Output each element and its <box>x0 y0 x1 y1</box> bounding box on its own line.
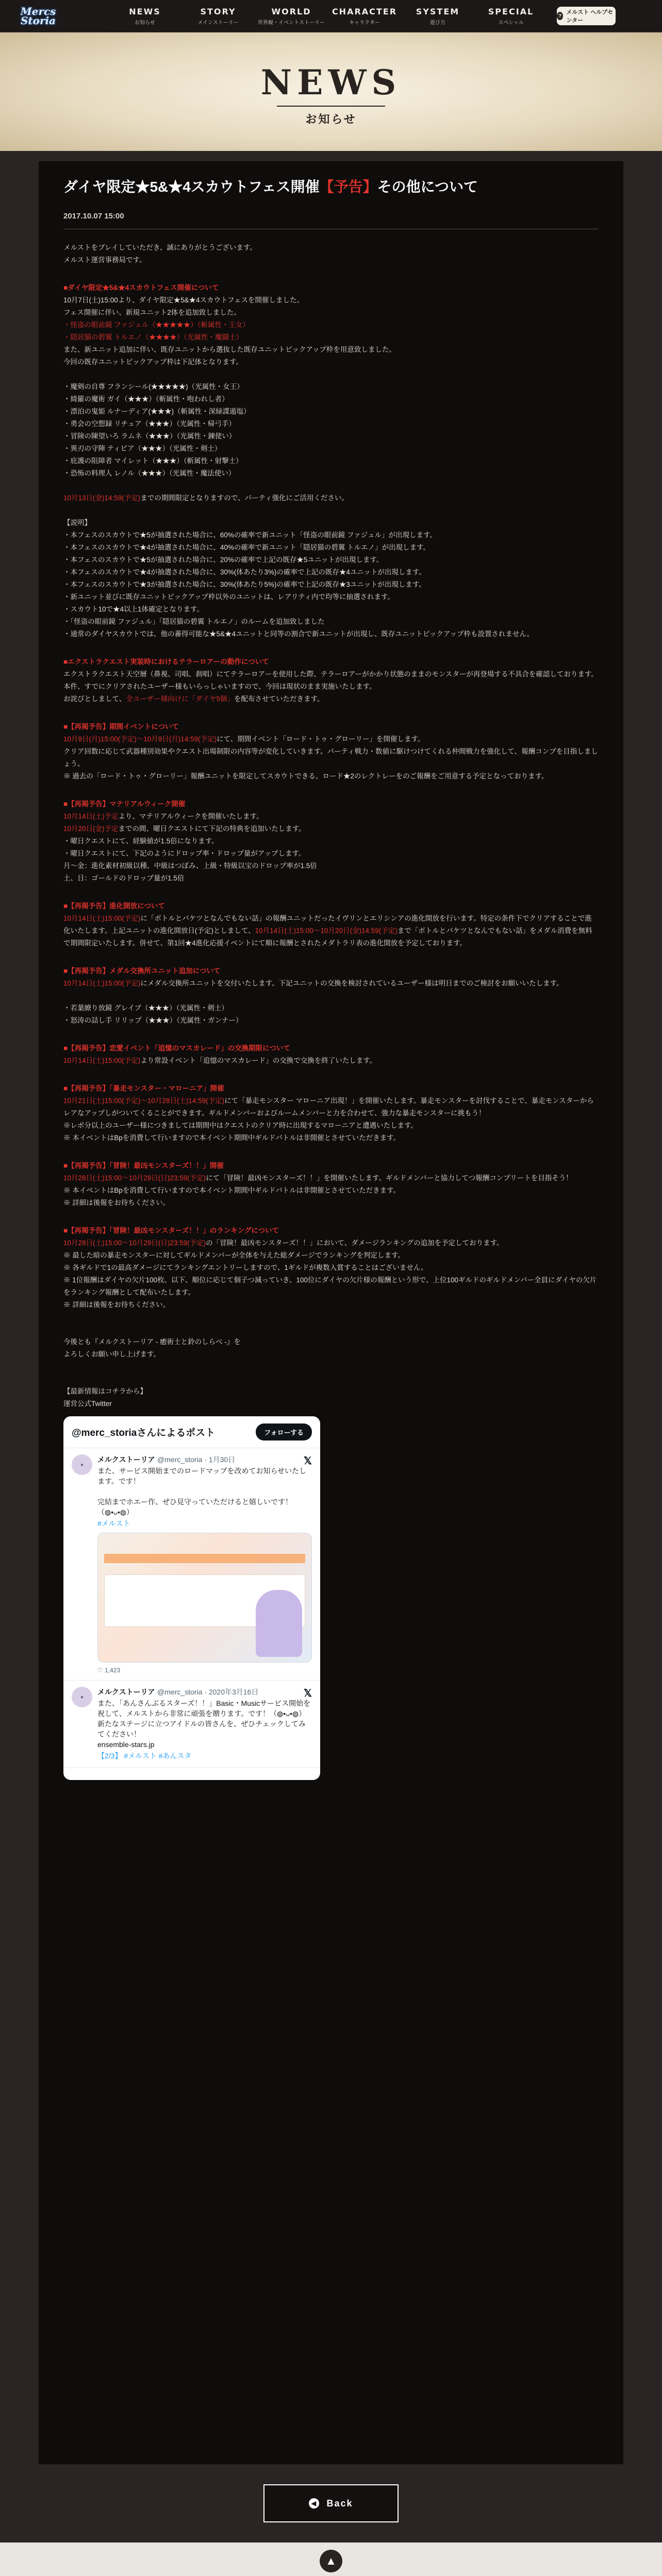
note-line: ・通常のダイヤスカウトでは、他の蕃得可能な★5&★4ユニットと同等の割合で新ユニットが出現し、既存ユニットピックアップ枠も設置されません。 <box>63 630 534 638</box>
period-line <box>63 492 599 504</box>
tweet-hashtag[interactable]: #メルスト <box>97 1519 130 1528</box>
pickup-unit-line: ・綺羅の魔術 ガイ（★★★）（斬属性・咆われし者） <box>63 395 229 403</box>
period-line <box>63 977 599 990</box>
article-title <box>63 177 599 197</box>
note-line: ・本フェスのスカウトで★3が抽選された場合に、30%(体あたり5%)の確率で上記の既存★3ユニットが出現します。 <box>63 581 426 588</box>
period-date: 10月14日(土)15:00(予定) <box>63 1057 141 1064</box>
body-line: ※ 各ギルドで1の最高ダメージにてランキングエントリーしますので、1ギルドが複数入賞することはございません。 <box>63 1264 428 1272</box>
pickup-unit-line: ・恐怖の料理人 レノル（★★★）（光属性・魔法使い） <box>63 469 236 477</box>
nav-story-label: STORY <box>200 6 236 16</box>
nav-news-sublabel: お知らせ <box>135 20 155 26</box>
body-line: 月〜金：進化素材初級以種、中級はつぼみ、上級・特級以宝のドロップ率が1.5倍 <box>63 862 317 870</box>
nav-character-label: CHARACTER <box>332 6 398 16</box>
pickup-unit-line: ・漂泊の鬼姫 ルナーディア(★★★)（斬属性・深緑諜遁塩） <box>63 408 251 415</box>
note-line: ・本フェスのスカウトで★4が抽選された場合に、30%(体あたり3%)の確率で上記の既存★4ユニットが出現します。 <box>63 568 426 576</box>
nav-story-sublabel: メインストーリー <box>197 20 239 26</box>
period-text: にメダル交換所ユニットを交付いたします。下記ユニットの交換を検討されているユーザー様は明日までのご検討をお願いいたします。 <box>140 979 564 987</box>
top-navigation <box>0 0 662 32</box>
period-date: 10月28日(土)15:00〜10月29日(日)23:59(予定) <box>63 1174 206 1182</box>
section-heading: ■【再掲予告】メダル交換所ユニット追加について <box>63 967 221 975</box>
page-top-arrow-icon[interactable]: ▲ <box>320 2550 342 2572</box>
help-center-label: メルスト ヘルプセンター <box>566 9 614 24</box>
nav-character-sublabel: キャラクター <box>349 20 380 26</box>
title-main: ダイヤ限定★5&★4スカウトフェス開催 <box>63 179 320 195</box>
period-date: 10月9日(月)15:00(予定)〜10月9日(月)14:59(予定) <box>63 735 217 743</box>
section-heading: ■エクストラクエスト実装時におけるテラーロアーの動作について <box>63 658 269 666</box>
nav-special-label: SPECIAL <box>488 6 534 16</box>
tweet-author-name[interactable]: メルクストーリア <box>97 1688 155 1696</box>
period-line <box>63 810 599 823</box>
help-center-button[interactable] <box>557 7 616 25</box>
period-date: 10月20日(金)予定 <box>63 825 119 833</box>
tweet-author <box>97 1687 312 1697</box>
body-text: まで「ボトルとバケツとなんでもない話」をメダル消費を無料で期間限定いたします。併せて、第1回★4進化応援イベントにて順に報酬とされたメダトラリ表の進化開放を予定しております。 <box>63 927 592 947</box>
help-icon: ? <box>557 12 563 20</box>
note-line: ・「怪盗の眼前鏡 ファジュル」「隠居猫の碧翼 トルエノ」のルームを追加致しました <box>63 618 325 625</box>
period-text: にて、期間イベント「ロード・トゥ・グローリー」を開催します。 <box>217 735 425 743</box>
apology-line <box>63 693 599 705</box>
tweet-hashtag[interactable]: 【2/3】 #メルスト #あんスタ <box>97 1752 192 1760</box>
hero-subtitle: お知らせ <box>305 113 357 126</box>
new-unit-line: ・隠居猫の碧翼 トルエノ（★★★★）（光属性・魔闘士） <box>63 333 243 341</box>
body-line: フェス開催に伴い、新規ユニット2体を追加致しました。 <box>63 309 241 316</box>
tweet-author-name[interactable]: メルクストーリア <box>97 1455 155 1464</box>
back-button[interactable] <box>263 2484 399 2522</box>
pickup-unit-line: ・異刃の守陣 ティピア（★★★）（光属性・剣士） <box>63 445 222 452</box>
closing-line: よろしくお願い申し上げます。 <box>63 1350 160 1358</box>
nav-character[interactable] <box>328 7 401 26</box>
period-text: までの期間限定となりますので、パーティ強化にご活用ください。 <box>140 494 349 502</box>
period-date: 10月14日(土)予定 <box>63 812 119 820</box>
page-hero <box>0 32 662 154</box>
follow-button[interactable]: フォローする <box>256 1423 312 1440</box>
note-line: ・スカウト10で★4以上1体確定となります。 <box>63 605 204 613</box>
body-line: 土、日：ゴールドのドロップ量が1.5倍 <box>63 874 185 882</box>
article-wrapper <box>0 154 662 2464</box>
period-date: 10月28日(土)15:00〜10月29日(日)23:59(予定) <box>63 1239 206 1247</box>
nav-special-sublabel: スペシャル <box>498 20 524 26</box>
page-top-area <box>0 2543 662 2576</box>
back-area <box>0 2464 662 2543</box>
nav-world-sublabel: 世界観・イベントストーリー <box>258 20 325 26</box>
period-date: 10月14日(土)15:00(予定) <box>63 979 141 987</box>
nav-world-label: WORLD <box>271 6 311 16</box>
body-paragraph <box>63 1172 599 1184</box>
closing-line: 今後とも『メルクストーリア - 癒術士と鈴のしらべ -』を <box>63 1338 241 1346</box>
body-paragraph <box>63 1095 599 1120</box>
pickup-unit-line: ・勇会の空想録 リチュア（★★★）（光属性・帰弓手） <box>63 420 236 428</box>
official-twitter-label[interactable]: 運営公式Twitter <box>63 1400 112 1408</box>
news-article <box>39 161 623 2464</box>
period-line <box>63 823 599 835</box>
body-line: ※ 詳細は後報をお待ちください。 <box>63 1199 170 1207</box>
nav-special[interactable] <box>474 7 548 26</box>
body-line: 今回の既存ユニットピックアップ枠は下記体となります。 <box>63 358 243 366</box>
body-text: の「冒険！最凶モンスターズ！！」において、ダメージランキングの追加を予定しております。 <box>206 1239 504 1247</box>
character-illustration <box>256 1590 302 1657</box>
tweet-handle[interactable]: @merc_storia · 1月30日 <box>157 1455 236 1464</box>
section-heading: ■【再掲予告】マテリアルウィーク開催 <box>63 800 186 808</box>
tweet[interactable] <box>63 1681 320 1768</box>
body-line: ・曜日クエストにて、経験値が1.5倍になります。 <box>63 837 219 845</box>
body-line: ※ 1位報酬はダイヤの欠片100枚、以下、順位に応じて個子つ減っていき、100位にダイヤの欠片様の報酬という形で、上位100ギルドのギルドメンバー全員にダイヤの欠片をランキング報酬として配布いたします。 <box>63 1276 597 1296</box>
x-logo-icon[interactable]: 𝕏 <box>303 1688 312 1699</box>
pickup-unit-line: ・魔剣の自尊 フランシール(★★★★★)（光属性・女王） <box>63 383 244 391</box>
tweet-text: また、「あんさんぶるスターズ！！」Basic・Musicサービス開始を祝して、メルストから非常に頑張を贈ります。です！（◍•ᴗ•◍） 新たなステージに立つアイドルの皆さんを、ぜひチェックしてみてください！ ensemble-stars.jp <box>97 1699 311 1749</box>
body-line: クリア回数に応じて武器種別効果やクエスト出場制限の内容等が変化していきます。パーティ戦力・数値に駆けつけてくれる仲間戦力を強化して、報酬コンプを目指しましょう。 <box>63 748 598 768</box>
new-unit-line: ・怪盗の眼前鏡 ファジュル（★★★★★）（斬属性・王女） <box>63 321 250 329</box>
body-line: ※ 本イベントはBpを消費して行いますので本イベント期間中ギルドバトルは非開催とさせていただきます。 <box>63 1134 401 1142</box>
body-text: にて「冒険！最凶モンスターズ！！」を開催いたします。ギルドメンバーと協力してつ報酬コンプリートを目指そう！ <box>206 1174 573 1182</box>
section-heading: ■【再掲予告】「冒険！最凶モンスターズ！！」のランキングについて <box>63 1227 279 1234</box>
body-line: ※ 本イベントはBpを消費して行いますので本イベント期間中ギルドバトルは非開催とさせていただきます。 <box>63 1187 401 1194</box>
period-date: 10月13日(金)14:59(予定) <box>63 494 141 502</box>
body-line: 本件、すでにクリアされたユーザー様もいらっしゃいますので、今回は現状のまま実施いたします。 <box>63 683 376 690</box>
nav-story[interactable] <box>181 7 255 26</box>
section-heading: ■【再掲予告】「暴走モンスター・マローニア」開催 <box>63 1084 224 1092</box>
nav-news-label: NEWS <box>129 6 161 16</box>
body-text: にて「暴走モンスター マローニア出現！」を開催いたします。暴走モンスターを討伐することで、暴走モンスターからレアなアップしがついてくることができます。ギルドメンバーおよびルームメンバーと力を合わせて、強力な暴走モンスターに挑もう！ <box>63 1097 594 1117</box>
body-line: ・曜日クエストにて、下記のようにドロップ率・ドロップ量がアップします。 <box>63 850 306 857</box>
x-logo-icon[interactable]: 𝕏 <box>303 1455 312 1467</box>
body-line: ※レポ分以上のユーザー様につきましては期間中はクエストのクリア時に出現するマローニアと遭遇いたします。 <box>63 1122 418 1129</box>
body-line: ※ 詳細は後報をお待ちください。 <box>63 1301 170 1309</box>
nav-world[interactable] <box>255 7 328 26</box>
period-text: までの間、曜日クエストにて下記の特典を追加いたします。 <box>118 825 306 833</box>
pickup-unit-line: ・冒険の陳望いろ ラムネ（★★★）（光属性・錬使い） <box>63 432 236 440</box>
section-heading: ■【再掲予告】「冒険！最凶モンスターズ！！」開催 <box>63 1162 224 1170</box>
period-line <box>63 1055 599 1067</box>
period-text: より、マテリアルウィークを開催いたします。 <box>118 812 263 820</box>
article-date: 2017.10.07 15:00 <box>63 212 124 221</box>
period-date: 10月14日(土)15:00〜10月20日(金)14:59(予定) <box>255 927 398 935</box>
hero-divider <box>277 106 385 107</box>
body-line: エクストラクエスト天空層（鼻視、司唱、刹唱）にてテラーロアーを使用した際、テラーロアーがかかり状態のままのモンスターが再登場する不具合を確認しております。 <box>63 670 598 678</box>
tweet-text: また、サービス開始までのロードマップを改めてお知らせいたします。です！ 完結までホエー作、ぜひ見守っていただけると嬉しいです！（◍•ᴗ•◍） <box>97 1467 307 1516</box>
intro-line: メルストをプレイしていただき、誠にありがとうございます。 <box>63 244 257 251</box>
game-logo[interactable] <box>13 4 63 28</box>
timeline-title[interactable]: @merc_storiaさんによるポスト <box>72 1428 216 1438</box>
period-date: 10月21日(土)15:00(予定)〜10月28日(土)14:59(予定) <box>63 1097 225 1105</box>
twitter-timeline-embed <box>63 1416 320 1780</box>
section-heading: ■【再掲予告】進化開放について <box>63 902 165 910</box>
period-line <box>63 733 599 745</box>
body-text: に「ボトルとバケツとなんでもない話」の報酬ユニットだったイヴリンとエリシンアの進化開放を行います。特定の条件下でクリアすることで進化いたします。上記ユニットの進化開放日(予定)としまして、 <box>63 914 592 935</box>
back-label: Back <box>326 2498 353 2509</box>
body-line: ※ 過去の「ロード・トゥ・グローリー」報酬ユニットを限定してスカウトできる、ロード★2のレクトレーをのご報酬をご用意する予定となっております。 <box>63 772 549 780</box>
note-line: ・本フェスのスカウトで★5が抽選された場合に、20%の確率で上記の既存★5ユニットが出現します。 <box>63 556 384 564</box>
nav-news[interactable] <box>108 7 181 26</box>
note-line: ・本フェスのスカウトで★5が抽選された場合に、60%の確率で新ユニット「怪盗の眼前鏡 ファジュル」が出現します。 <box>63 531 437 539</box>
note-line: ・新ユニット並びに既存ユニットピックアップ枠以外のユニットは、レアリティ内で均等に抽選されます。 <box>63 593 394 601</box>
back-arrow-icon: ◀ <box>309 2498 319 2509</box>
body-line: 10月7日(土)15:00より、ダイヤ限定★5&★4スカウトフェスを開催しました。 <box>63 296 304 304</box>
like-count[interactable]: ♡ 1,423 <box>97 1667 121 1674</box>
apology-text: お詫びとしまして、 <box>63 695 126 703</box>
article-body <box>63 242 599 1410</box>
intro-line: メルスト運営事務局です。 <box>63 256 146 264</box>
title-tag: 【予告】 <box>319 179 377 195</box>
period-text: より常設イベント「追憶のマスカレード」の交換で交換を終了いたします。 <box>140 1057 377 1064</box>
body-line: また、新ユニット追加に伴い、既存ユニットから選抜した既存ユニットピックアップ枠を用意致しました。 <box>63 346 396 353</box>
logo-text: Mercs Storia <box>20 5 56 27</box>
timeline-header <box>63 1416 320 1448</box>
medal-unit-line: ・若葉繚り放鏡 グレイブ（★★★）（光属性・剣士） <box>63 1004 228 1012</box>
nav-system[interactable] <box>401 7 474 26</box>
section-heading: ■ダイヤ限定★5&★4スカウトフェス開催について <box>63 284 219 292</box>
title-tail: その他について <box>377 179 478 195</box>
body-paragraph <box>63 912 599 950</box>
avatar[interactable]: ● <box>72 1687 92 1707</box>
body-line: ※ 最した暗の暴走モンスターに対してギルドメンバーが全体を与えた総ダメージでランキングを判定します。 <box>63 1251 405 1259</box>
latest-info-label: 【最新情報はコチラから】 <box>63 1387 147 1395</box>
tweet-handle[interactable]: @merc_storia · 2020年3月16日 <box>157 1688 259 1696</box>
tweet[interactable] <box>63 1448 320 1681</box>
section-heading: ■【再掲予告】期間イベントについて <box>63 723 179 731</box>
tweet-author <box>97 1454 312 1465</box>
medal-unit-line: ・怒涛の詰し手 リリップ（★★★）（光属性・ガンナー） <box>63 1016 243 1024</box>
pickup-unit-line: ・庇護の阻障者 マイレット（★★★）（斬属性・射撃士） <box>63 457 243 465</box>
apology-text: を配布させていただきます。 <box>234 695 324 703</box>
body-paragraph <box>63 1237 599 1249</box>
nav-menu <box>108 7 548 26</box>
section-heading: ■【再掲予告】恋愛イベント「追憶のマスカレード」の交換期限について <box>63 1044 290 1052</box>
notes-heading: 【説明】 <box>63 519 91 527</box>
avatar[interactable]: ● <box>72 1454 92 1475</box>
nav-system-sublabel: 遊び方 <box>430 20 445 26</box>
apology-highlight: 全ユーザー様向けに「ダイヤ5個」 <box>126 695 234 703</box>
tweet-actions <box>97 1667 312 1674</box>
hero-title: NEWS <box>260 62 402 103</box>
nav-system-label: SYSTEM <box>416 6 460 16</box>
roadmap-banner <box>104 1554 305 1563</box>
note-line: ・本フェスのスカウトで★4が抽選された場合に、40%の確率で新ユニット「隠居猫の碧翼 トルエノ」が出現します。 <box>63 544 430 551</box>
period-date: 10月14日(土)15:00(予定) <box>63 914 141 922</box>
tweet-image[interactable] <box>97 1533 312 1663</box>
